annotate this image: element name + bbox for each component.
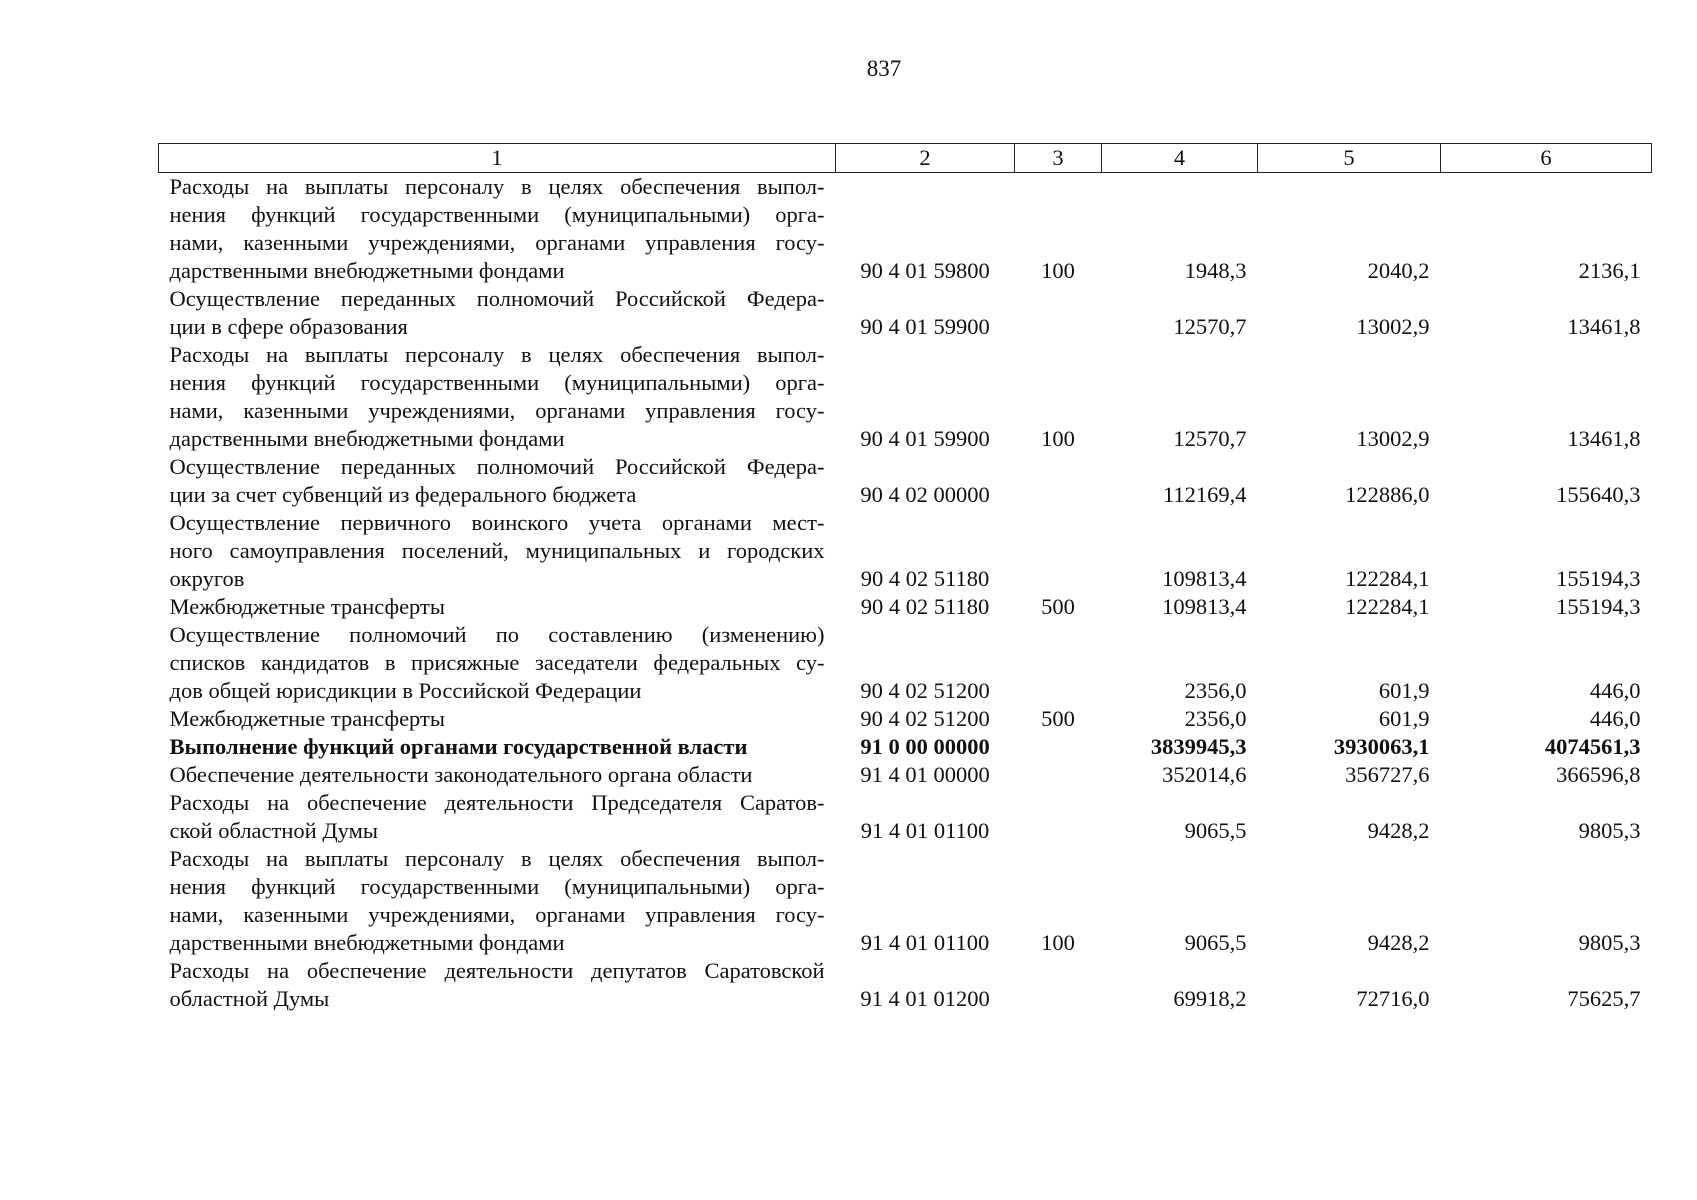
row-value-col6: 13461,8 — [1567, 314, 1641, 339]
row-value-col4: 109813,4 — [1162, 594, 1247, 619]
row-name-line: Выполнение функций органами государственной власти — [169, 734, 748, 759]
row-value-col5: 13002,9 — [1356, 426, 1430, 451]
row-value-col6: 13461,8 — [1567, 426, 1641, 451]
row-value-col5: 122886,0 — [1345, 482, 1430, 507]
row-name — [159, 957, 836, 1013]
row-value-col5: 122284,1 — [1345, 566, 1430, 591]
row-value-col6: 446,0 — [1589, 706, 1641, 731]
row-value-col5: 3930063,1 — [1333, 734, 1430, 759]
row-value-col4: 12570,7 — [1173, 314, 1247, 339]
row-name-line: дарственными внебюджетными фондами — [169, 426, 565, 451]
row-name-line: Расходы на выплаты персоналу в целях обеспечения выпол- — [169, 846, 825, 871]
row-code: 90 4 01 59900 — [860, 314, 990, 339]
row-name-line: областной Думы — [169, 986, 330, 1011]
row-name — [159, 341, 836, 453]
header-col-1: 1 — [159, 144, 836, 173]
row-expense-type: 100 — [1041, 930, 1075, 955]
budget-table — [158, 143, 1652, 1013]
row-value-col5: 9428,2 — [1367, 930, 1430, 955]
row-value-col4: 1948,3 — [1184, 258, 1247, 283]
row-name — [159, 845, 836, 957]
row-name-line: Осуществление первичного воинского учета органами мест- — [169, 510, 825, 535]
row-name-line: Межбюджетные трансферты — [169, 594, 445, 619]
row-code: 90 4 02 51180 — [860, 594, 990, 619]
header-col-3: 3 — [1015, 144, 1102, 173]
row-name-line: округов — [169, 566, 245, 591]
row-name — [159, 453, 836, 509]
row-expense-type: 100 — [1041, 258, 1075, 283]
row-name-line: ции за счет субвенций из федерального бюджета — [169, 482, 637, 507]
row-code: 91 4 01 00000 — [860, 762, 990, 787]
row-name — [159, 621, 836, 705]
row-name — [159, 285, 836, 341]
row-expense-type — [1015, 761, 1102, 789]
row-value-col6: 2136,1 — [1578, 258, 1641, 283]
table-row — [159, 341, 1652, 453]
row-code: 91 4 01 01100 — [860, 818, 990, 843]
row-code: 91 4 01 01100 — [860, 930, 990, 955]
table-row — [159, 509, 1652, 593]
row-value-col4: 9065,5 — [1184, 930, 1247, 955]
row-value-col6: 9805,3 — [1578, 930, 1641, 955]
row-name-line: Расходы на выплаты персоналу в целях обеспечения выпол- — [169, 174, 825, 199]
table-row — [159, 285, 1652, 341]
row-name-line: Осуществление переданных полномочий Российской Федера- — [169, 454, 825, 479]
header-col-6: 6 — [1441, 144, 1652, 173]
row-value-col5: 2040,2 — [1367, 258, 1430, 283]
table-row — [159, 593, 1652, 621]
header-col-5: 5 — [1258, 144, 1441, 173]
row-name-line: списков кандидатов в присяжные заседатели федеральных су- — [169, 650, 825, 675]
row-name — [159, 705, 836, 733]
row-value-col4: 9065,5 — [1184, 818, 1247, 843]
row-name-line: ного самоуправления поселений, муниципальных и городских — [169, 538, 825, 563]
row-name-line: ской областной Думы — [169, 818, 378, 843]
row-value-col4: 69918,2 — [1173, 986, 1247, 1011]
row-name-line: нения функций государственными (муниципальными) орга- — [169, 874, 825, 899]
row-expense-type — [1015, 285, 1102, 341]
row-expense-type — [1015, 733, 1102, 761]
row-value-col5: 356727,6 — [1345, 762, 1430, 787]
row-name-line: дов общей юрисдикции в Российской Федерации — [169, 678, 642, 703]
row-name — [159, 173, 836, 286]
table-row — [159, 761, 1652, 789]
table-row — [159, 957, 1652, 1013]
row-name — [159, 593, 836, 621]
table-row — [159, 621, 1652, 705]
header-row — [159, 144, 1652, 173]
header-col-4: 4 — [1102, 144, 1258, 173]
row-value-col6: 75625,7 — [1567, 986, 1641, 1011]
row-name-line: нения функций государственными (муниципальными) орга- — [169, 370, 825, 395]
row-value-col6: 446,0 — [1589, 678, 1641, 703]
row-code: 90 4 01 59900 — [860, 426, 990, 451]
row-value-col5: 601,9 — [1378, 706, 1430, 731]
row-expense-type: 100 — [1041, 426, 1075, 451]
row-value-col4: 109813,4 — [1162, 566, 1247, 591]
row-code: 91 0 00 00000 — [860, 734, 990, 759]
row-code: 90 4 02 00000 — [860, 482, 990, 507]
table-row — [159, 705, 1652, 733]
row-name-line: нами, казенными учреждениями, органами управления госу- — [169, 902, 825, 927]
row-name-line: Осуществление переданных полномочий Российской Федера- — [169, 286, 825, 311]
header-col-2: 2 — [836, 144, 1015, 173]
row-code: 90 4 01 59800 — [860, 258, 990, 283]
row-value-col5: 122284,1 — [1345, 594, 1430, 619]
row-expense-type: 500 — [1041, 706, 1075, 731]
row-value-col4: 352014,6 — [1162, 762, 1247, 787]
table-row — [159, 173, 1652, 286]
page-number: 837 — [866, 56, 902, 81]
row-name-line: Осуществление полномочий по составлению (изменению) — [169, 622, 825, 647]
row-value-col5: 13002,9 — [1356, 314, 1430, 339]
row-value-col4: 2356,0 — [1184, 706, 1247, 731]
row-name-line: Расходы на обеспечение деятельности Председателя Саратов- — [169, 790, 825, 815]
row-name — [159, 509, 836, 593]
row-value-col6: 9805,3 — [1578, 818, 1641, 843]
row-name — [159, 761, 836, 789]
row-value-col4: 112169,4 — [1162, 482, 1247, 507]
row-value-col6: 4074561,3 — [1544, 734, 1641, 759]
row-expense-type: 500 — [1041, 594, 1075, 619]
row-name-line: нами, казенными учреждениями, органами управления госу- — [169, 398, 825, 423]
row-expense-type — [1015, 957, 1102, 1013]
row-name-line: Межбюджетные трансферты — [169, 706, 445, 731]
row-name-line: Расходы на обеспечение деятельности депутатов Саратовской — [169, 958, 825, 983]
row-value-col6: 366596,8 — [1556, 762, 1641, 787]
row-value-col6: 155640,3 — [1556, 482, 1641, 507]
row-value-col5: 9428,2 — [1367, 818, 1430, 843]
row-expense-type — [1015, 453, 1102, 509]
row-code: 90 4 02 51200 — [860, 678, 990, 703]
row-name-line: Расходы на выплаты персоналу в целях обеспечения выпол- — [169, 342, 825, 367]
row-code: 90 4 02 51180 — [860, 566, 990, 591]
row-name-line: нами, казенными учреждениями, органами управления госу- — [169, 230, 825, 255]
table-body — [159, 173, 1652, 1014]
row-value-col4: 12570,7 — [1173, 426, 1247, 451]
row-name-line: дарственными внебюджетными фондами — [169, 258, 565, 283]
table-row — [159, 453, 1652, 509]
row-value-col6: 155194,3 — [1556, 594, 1641, 619]
row-code: 90 4 02 51200 — [860, 706, 990, 731]
row-expense-type — [1015, 509, 1102, 593]
row-value-col4: 2356,0 — [1184, 678, 1247, 703]
table-header — [159, 144, 1652, 173]
row-value-col5: 601,9 — [1378, 678, 1430, 703]
table-row — [159, 733, 1652, 761]
row-name — [159, 789, 836, 845]
row-name-line: нения функций государственными (муниципальными) орга- — [169, 202, 825, 227]
row-name-line: ции в сфере образования — [169, 314, 408, 339]
row-name-line: дарственными внебюджетными фондами — [169, 930, 565, 955]
table-row — [159, 845, 1652, 957]
row-code: 91 4 01 01200 — [860, 986, 990, 1011]
row-value-col6: 155194,3 — [1556, 566, 1641, 591]
table-row — [159, 789, 1652, 845]
row-name-line: Обеспечение деятельности законодательного органа области — [169, 762, 753, 787]
row-value-col4: 3839945,3 — [1150, 734, 1247, 759]
row-expense-type — [1015, 789, 1102, 845]
row-name — [159, 733, 836, 761]
row-value-col5: 72716,0 — [1356, 986, 1430, 1011]
row-expense-type — [1015, 621, 1102, 705]
